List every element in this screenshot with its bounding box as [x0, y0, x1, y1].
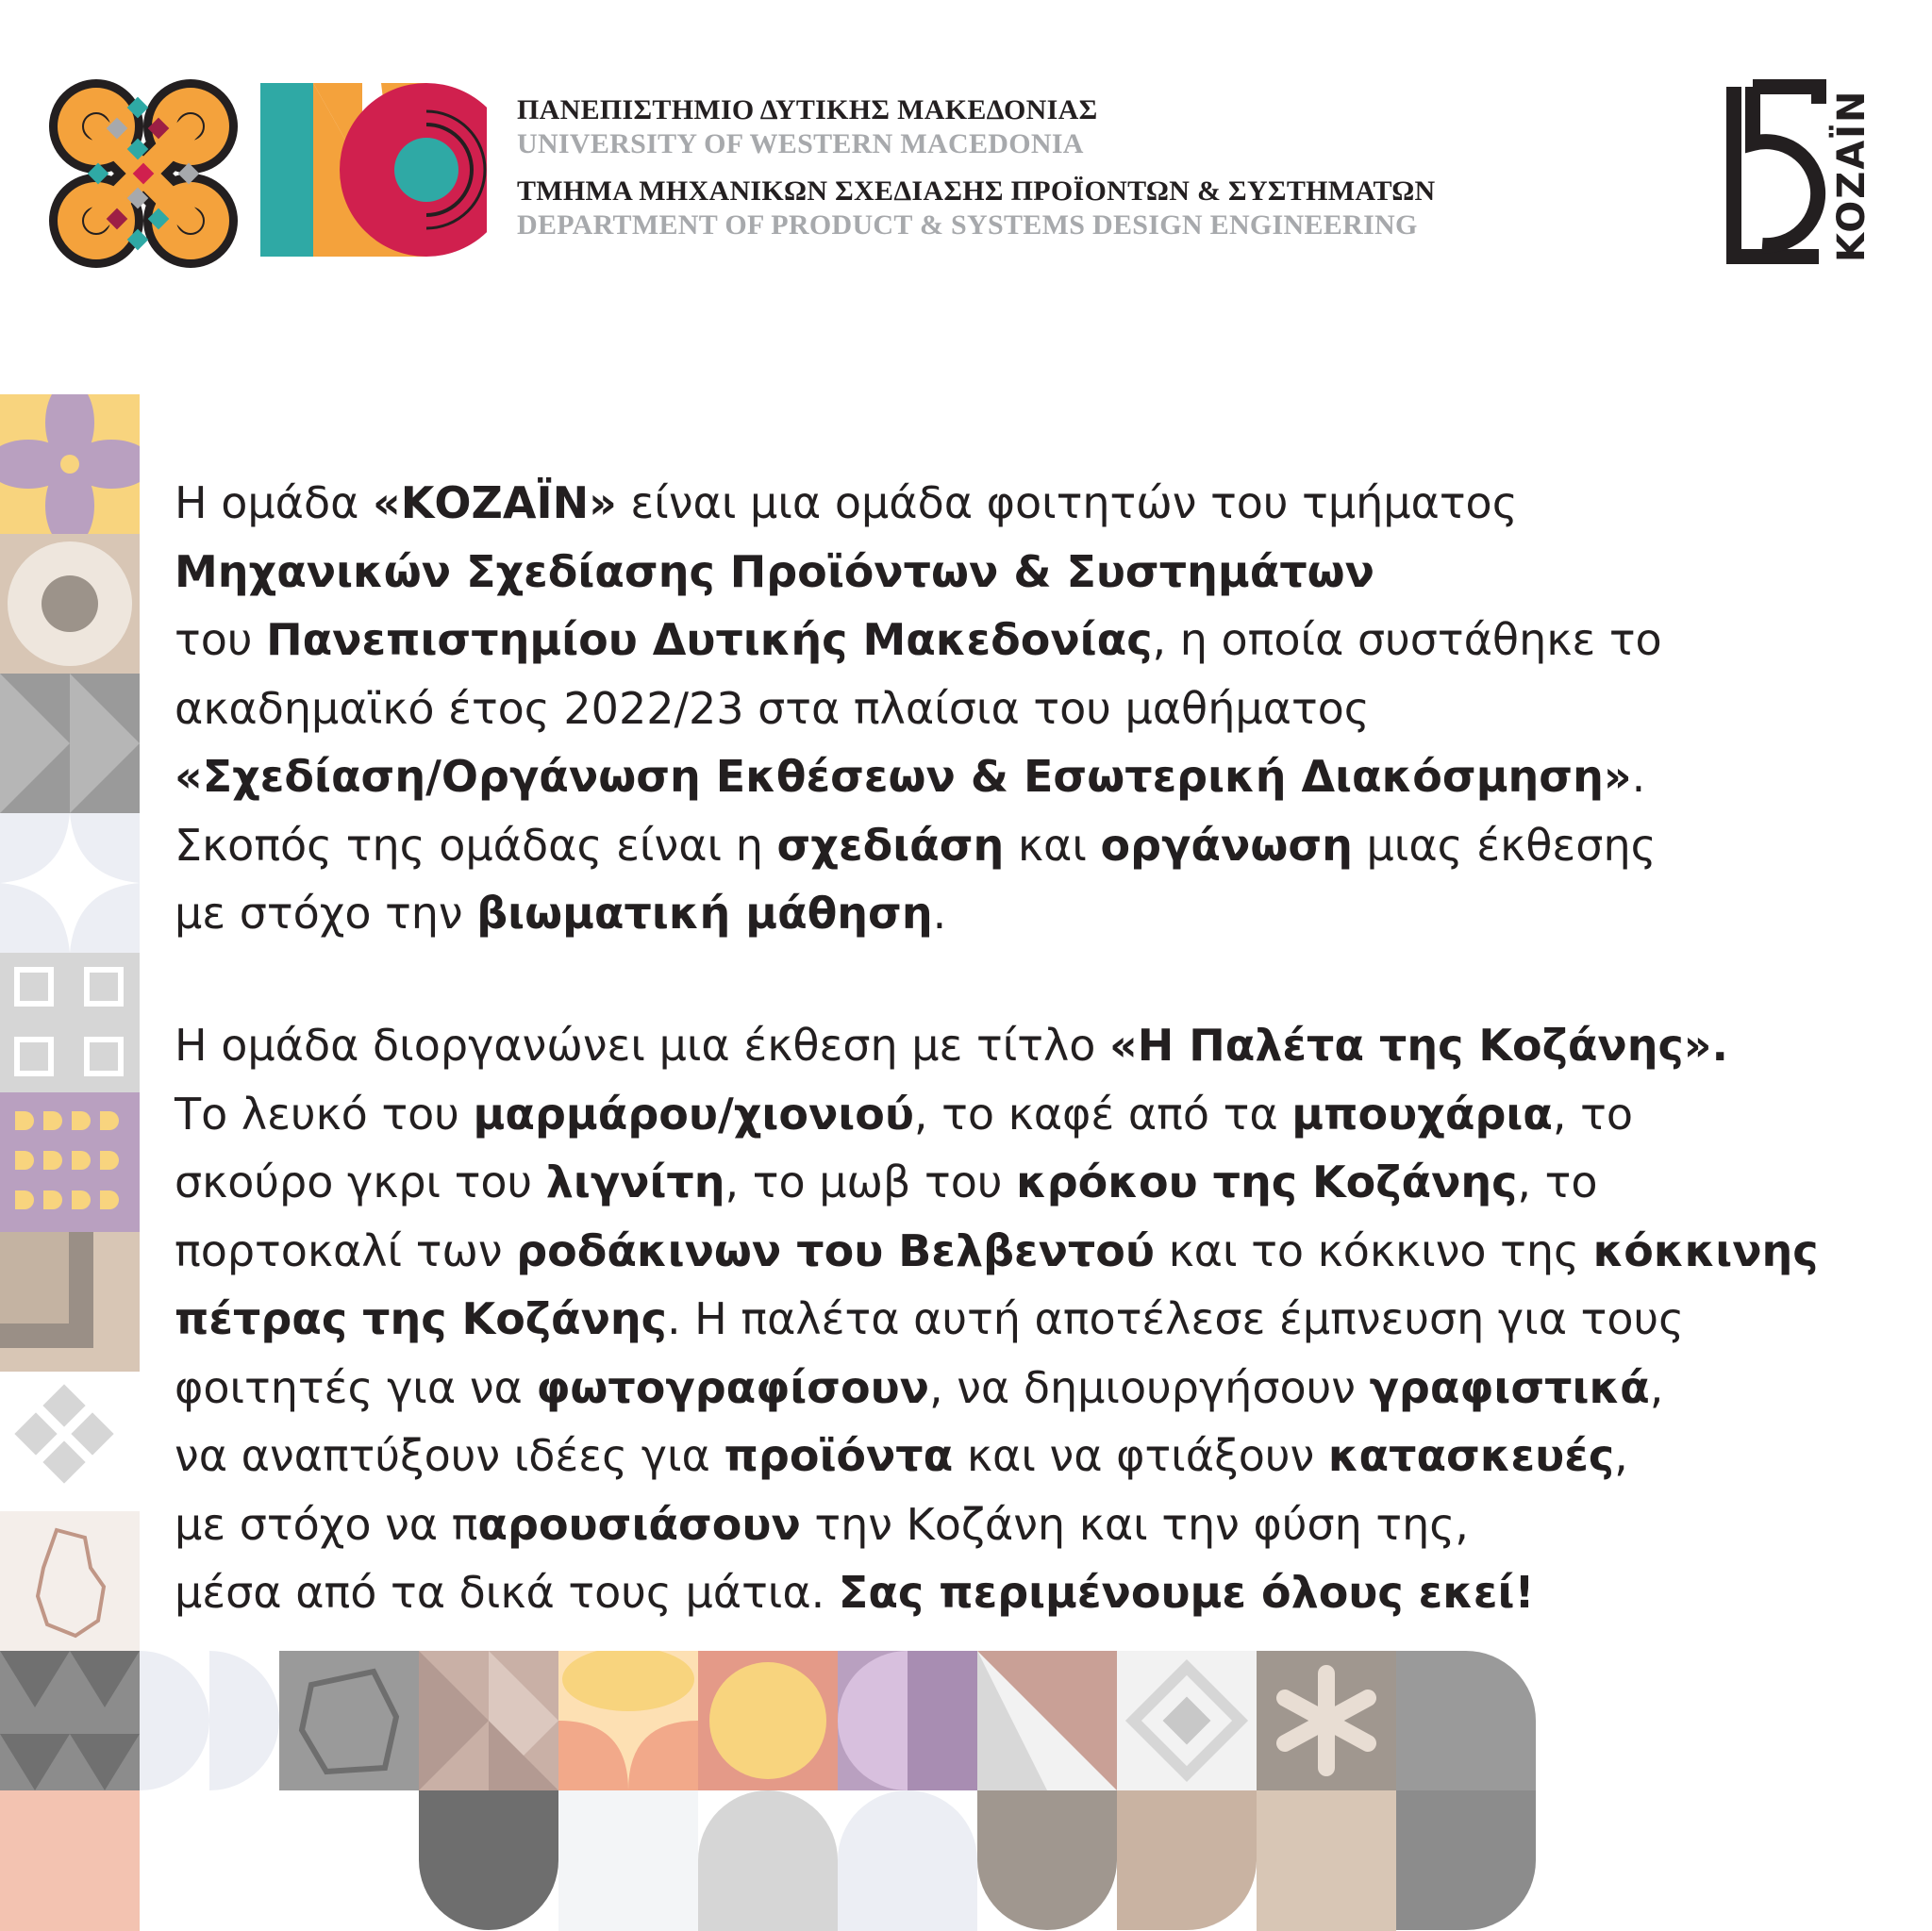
- body-text: και να φτιάξουν: [953, 1430, 1328, 1481]
- emphasis-text: «Η Παλέτα της Κοζάνης».: [1108, 1020, 1728, 1071]
- p2-line: [175, 1157, 1598, 1207]
- emphasis-text: Πανεπιστημίου Δυτικής Μακεδονίας: [266, 614, 1153, 665]
- p1-line: [175, 682, 1370, 734]
- emphasis-text: Μηχανικών Σχεδίασης Προϊόντων & Συστημάτων: [175, 545, 1374, 597]
- tile-corner-pattern: [0, 1232, 140, 1372]
- p1-line: [175, 614, 1662, 665]
- body-text: μέσα από τα δικά τους μάτια.: [175, 1567, 839, 1618]
- p1-line: [175, 888, 947, 939]
- tile-petal-pattern: [0, 394, 140, 534]
- tile-beige-bowl: [1117, 1790, 1257, 1931]
- p2-line: [175, 1567, 1535, 1618]
- university-knot-logo: [49, 79, 238, 268]
- tile-stone-outline: [279, 1651, 419, 1790]
- tile-grey-arc: [1396, 1651, 1536, 1790]
- body-text: μιας έκθεσης: [1352, 819, 1657, 871]
- tile-salmon-block: [0, 1790, 140, 1931]
- body-text: ,: [1649, 1361, 1664, 1413]
- body-text: ,: [1614, 1430, 1628, 1481]
- p1-line: [175, 819, 1657, 871]
- tile-lilac-moon: [838, 1651, 977, 1790]
- tile-pale-block: [558, 1790, 698, 1931]
- body-text: ακαδημαϊκό έτος 2022/23 στα πλαίσια του μαθήματος: [175, 682, 1370, 734]
- tile-diamond-frame: [1117, 1651, 1257, 1790]
- department-logo: [260, 83, 487, 258]
- tile-triangle-pattern: [0, 1651, 140, 1790]
- body-text: Το λευκό του: [175, 1088, 474, 1140]
- p1-line: [175, 751, 1646, 802]
- emphasis-text: φωτογραφίσουν: [536, 1361, 929, 1413]
- emphasis-text: βιωματική μάθηση: [476, 888, 933, 939]
- university-name-el: ΠΑΝΕΠΙΣΤΗΜΙΟ ΔΥΤΙΚΗΣ ΜΑΚΕΔΟΝΙΑΣ: [517, 94, 1098, 125]
- p2-line: [175, 1361, 1664, 1413]
- emphasis-text: πέτρας της Κοζάνης: [175, 1293, 667, 1344]
- emphasis-text: προϊόντα: [724, 1430, 954, 1481]
- p2-line: [175, 1498, 1469, 1550]
- body-text: Η ομάδα: [175, 477, 374, 528]
- tile-sand-block: [1257, 1790, 1396, 1931]
- body-text: , το: [1552, 1088, 1634, 1140]
- kozain-logo: [1724, 77, 1885, 266]
- p2-line: [175, 1088, 1634, 1140]
- emphasis-text: μαρμάρου/χιονιού: [473, 1088, 914, 1140]
- tile-star-pattern: [0, 813, 140, 953]
- body-text: με στόχο την: [175, 888, 477, 939]
- body-text: να αναπτύξουν ιδέες για: [175, 1430, 724, 1481]
- emphasis-text: Σας περιμένουμε όλους εκεί!: [838, 1567, 1535, 1618]
- tile-circle-pattern: [0, 534, 140, 674]
- body-text: .: [932, 888, 947, 939]
- body-text: σκούρο γκρι του: [175, 1157, 546, 1207]
- kozain-logo-mark: [1724, 77, 1828, 266]
- body-text: και το κόκκινο της: [1154, 1224, 1593, 1276]
- tile-arrow-pattern: [0, 674, 140, 813]
- body-text: του: [175, 614, 267, 665]
- emphasis-text: γραφιστικά: [1369, 1361, 1650, 1413]
- kozain-logo-text: KOZAÏN: [1830, 89, 1874, 262]
- body-text: Η ομάδα διοργανώνει μια έκθεση με τίτλο: [175, 1020, 1109, 1071]
- tile-blank: [140, 1790, 279, 1931]
- tile-triangles-rose: [977, 1651, 1117, 1790]
- emphasis-text: αρουσιάσουν: [477, 1498, 801, 1550]
- tile-grey-dome: [698, 1790, 838, 1931]
- emphasis-text: «ΚΟΖΑΪΝ»: [373, 477, 617, 528]
- body-text: .: [1631, 751, 1646, 802]
- university-name-en: UNIVERSITY OF WESTERN MACEDONIA: [517, 128, 1084, 159]
- tile-map-outline: [0, 1511, 140, 1651]
- body-text: , το μωβ του: [724, 1157, 1017, 1207]
- emphasis-text: μπουχάρια: [1291, 1088, 1553, 1140]
- tile-taupe-bowl: [977, 1790, 1117, 1931]
- tile-half-circles: [140, 1651, 279, 1790]
- emphasis-text: κόκκινης: [1592, 1224, 1819, 1276]
- p2-line: [175, 1293, 1685, 1344]
- emphasis-text: κατασκευές: [1327, 1430, 1615, 1481]
- emphasis-text: κρόκου της Κοζάνης: [1016, 1157, 1518, 1207]
- body-text: Σκοπός της ομάδας είναι η: [175, 819, 777, 871]
- body-text: είναι μια ομάδα φοιτητών του τμήματος: [616, 477, 1518, 528]
- tile-chevron: [419, 1651, 558, 1790]
- body-text: πορτοκαλί των: [175, 1224, 517, 1276]
- tile-dots-pattern: [0, 1092, 140, 1232]
- tile-square-grid: [0, 953, 140, 1092]
- emphasis-text: λιγνίτη: [545, 1157, 725, 1207]
- body-text: , το καφέ από τα: [913, 1088, 1292, 1140]
- tile-peach-flower: [558, 1651, 698, 1790]
- tile-blank-2: [279, 1790, 419, 1931]
- department-name-el: ΤΜΗΜΑ ΜΗΧΑΝΙΚΩΝ ΣΧΕΔΙΑΣΗΣ ΠΡΟΪΟΝΤΩΝ & ΣΥΣΤΗΜΑΤΩΝ: [517, 175, 1436, 207]
- p1-line: [175, 545, 1374, 597]
- body-text: και: [1004, 819, 1101, 871]
- body-text: την Κοζάνη και την φύση της,: [800, 1498, 1469, 1550]
- body-text: , η οποία συστάθηκε το: [1152, 614, 1662, 665]
- emphasis-text: ροδάκινων του Βελβεντού: [516, 1224, 1155, 1276]
- p2-line: [175, 1020, 1728, 1071]
- body-text: φοιτητές για να: [175, 1361, 537, 1413]
- tile-diamond-pattern: [0, 1372, 140, 1511]
- tile-dark-bowl: [419, 1790, 558, 1931]
- body-text: . Η παλέτα αυτή αποτέλεσε έμπνευση για τους: [666, 1293, 1685, 1344]
- body-text: , το: [1517, 1157, 1598, 1207]
- p1-line: [175, 477, 1518, 528]
- p2-line: [175, 1224, 1819, 1276]
- p2-line: [175, 1430, 1628, 1481]
- emphasis-text: οργάνωση: [1100, 819, 1353, 871]
- emphasis-text: σχεδιάση: [776, 819, 1005, 871]
- tile-sun: [698, 1651, 838, 1790]
- body-text: με στόχο να π: [175, 1498, 478, 1550]
- tile-grey-dome-2: [838, 1790, 977, 1931]
- body-text: , να δημιουργήσουν: [928, 1361, 1370, 1413]
- tile-grey-quarter: [1396, 1790, 1536, 1931]
- tile-asterisk: [1257, 1651, 1396, 1790]
- department-name-en: DEPARTMENT OF PRODUCT & SYSTEMS DESIGN ENGINEERING: [517, 209, 1418, 241]
- emphasis-text: «Σχεδίαση/Οργάνωση Εκθέσεων & Εσωτερική Διακόσμηση»: [175, 751, 1632, 802]
